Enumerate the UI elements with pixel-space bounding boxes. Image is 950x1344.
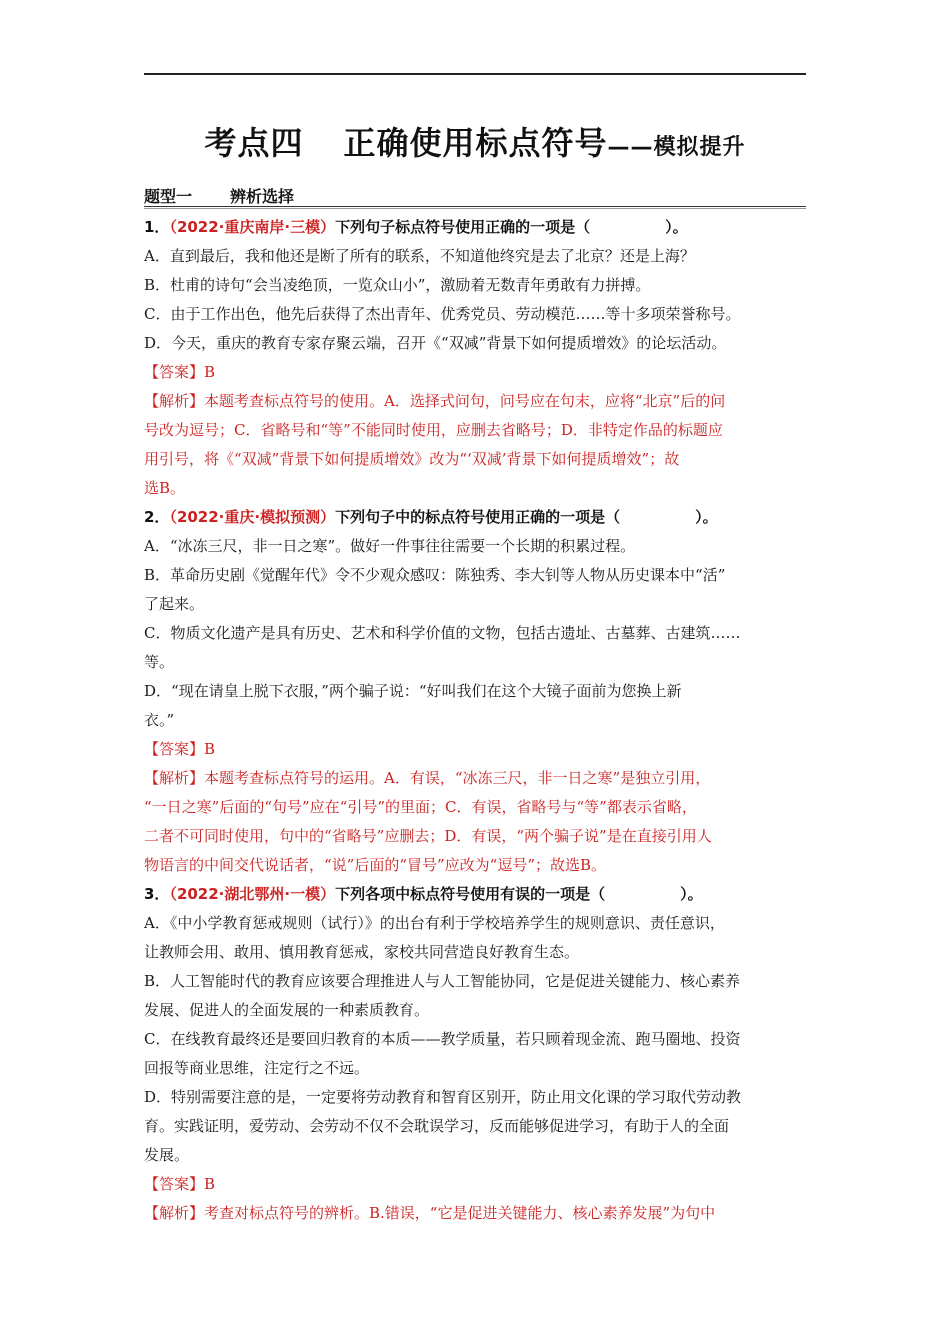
title-topic-name: 正确使用标点符号 (343, 124, 608, 162)
question-2-option-b-cont: 了起来。 (144, 595, 205, 613)
answer-tag: 【答案】 (144, 740, 205, 758)
analysis-tag: 【解析】 (144, 769, 205, 787)
question-3-option-b-cont: 发展、促进人的全面发展的一种素质教育。 (144, 1001, 430, 1019)
question-2-option-b: B．革命历史剧《觉醒年代》令不少观众感叹：陈独秀、李大钊等人物从历史课本中“活” (144, 566, 726, 584)
question-3-analysis-line (144, 1199, 808, 1228)
question-3-option-b: B．人工智能时代的教育应该要合理推进人与人工智能协同，它是促进关键能力、核心素养 (144, 972, 741, 990)
question-3-stem (144, 880, 808, 909)
section-label: 题型一 (144, 187, 193, 206)
question-3-option-c: C．在线教育最终还是要回归教育的本质——教学质量，若只顾着现金流、跑马圈地、投资 (144, 1030, 741, 1048)
question-3-option-a: A．《中小学教育惩戒规则（试行）》的出台有利于学校培养学生的规则意识、责任意识， (144, 914, 725, 932)
question-source: （2022·湖北鄂州·一模） (169, 885, 336, 903)
question-text: 下列各项中标点符号使用有误的一项是（ ）。 (335, 885, 703, 903)
question-3-option-c-cont: 回报等商业思维，注定行之不远。 (144, 1059, 370, 1077)
section-name: 辨析选择 (230, 187, 295, 206)
answer-tag: 【答案】 (144, 1175, 205, 1193)
question-2-option-c: C．物质文化遗产是具有历史、艺术和科学价值的文物，包括古遗址、古墓葬、古建筑…… (144, 624, 741, 642)
question-number: 1． (144, 218, 170, 236)
header-rule (144, 73, 806, 75)
question-2-answer (144, 735, 808, 764)
section-rule (144, 206, 806, 207)
question-2-analysis-line: 物语言的中间交代说话者，“说”后面的“冒号”应改为“逗号”；故选B。 (144, 856, 607, 874)
answer-value: B (204, 363, 216, 381)
section-heading (144, 184, 806, 206)
analysis-text: 本题考查标点符号的运用。A．有误，“冰冻三尺，非一日之寒”是独立引用， (204, 769, 711, 787)
question-2-analysis-line: 二者不可同时使用，句中的“省略号”应删去；D．有误，“两个骗子说”是在直接引用人 (144, 827, 712, 845)
question-3-option-d: D．特别需要注意的是，一定要将劳动教育和智育区别开，防止用文化课的学习取代劳动教 (144, 1088, 742, 1106)
answer-value: B (204, 740, 216, 758)
question-1-analysis-line: 选B。 (144, 479, 186, 497)
question-3-option-d-cont: 育。实践证明，爱劳动、会劳动不仅不会耽误学习，反而能够促进学习，有助于人的全面 (144, 1117, 730, 1135)
analysis-tag: 【解析】 (144, 392, 205, 410)
question-2-option-d-cont: 衣。” (144, 711, 175, 729)
question-1-analysis-line: 用引号，将《“双减”背景下如何提质增效》改为“‘双减’背景下如何提质增效”；故 (144, 450, 680, 468)
question-1-option-d: D．今天，重庆的教育专家存聚云端，召开《“双减”背景下如何提质增效》的论坛活动。 (144, 334, 727, 352)
question-1-option-c: C．由于工作出色，他先后获得了杰出青年、优秀党员、劳动模范……等十多项荣誉称号。 (144, 305, 741, 323)
question-1-answer (144, 358, 808, 387)
answer-value: B (204, 1175, 216, 1193)
question-text: 下列句子标点符号使用正确的一项是（ ）。 (335, 218, 688, 236)
question-1-analysis-line (144, 387, 808, 416)
question-2-analysis-line: “一日之寒”后面的“句号”应在“引号”的里面；C．有误，省略号与“等”都表示省略， (144, 798, 697, 816)
title-topic-number: 考点四 (204, 124, 304, 162)
question-2-option-d: D．“现在请皇上脱下衣服，”两个骗子说：“好叫我们在这个大镜子面前为您换上新 (144, 682, 682, 700)
question-list (144, 213, 808, 1228)
question-number: 2． (144, 508, 170, 526)
page-title (144, 118, 806, 164)
question-3-answer (144, 1170, 808, 1199)
analysis-tag: 【解析】 (144, 1204, 205, 1222)
question-text: 下列句子中的标点符号使用正确的一项是（ ）。 (335, 508, 718, 526)
analysis-text: 本题考查标点符号的使用。A．选择式问句，问号应在句末，应将“北京”后的问 (204, 392, 726, 410)
question-source: （2022·重庆·模拟预测） (169, 508, 336, 526)
question-2-option-c-cont: 等。 (144, 653, 175, 671)
question-source: （2022·重庆南岸·三模） (169, 218, 336, 236)
question-number: 3． (144, 885, 170, 903)
question-3-option-d-cont: 发展。 (144, 1146, 190, 1164)
analysis-text: 考查对标点符号的辨析。B.错误，“它是促进关键能力、核心素养发展”为句中 (204, 1204, 716, 1222)
question-1-stem (144, 213, 808, 242)
question-1-option-a: A．直到最后，我和他还是断了所有的联系，不知道他终究是去了北京？还是上海？ (144, 247, 695, 265)
answer-tag: 【答案】 (144, 363, 205, 381)
question-1-option-b: B．杜甫的诗句“会当凌绝顶，一览众山小”，激励着无数青年勇敢有力拼搏。 (144, 276, 651, 294)
question-2-stem (144, 503, 808, 532)
question-1-analysis-line: 号改为逗号；C．省略号和“等”不能同时使用，应删去省略号；D．非特定作品的标题应 (144, 421, 723, 439)
title-subtitle: ——模拟提升 (607, 135, 746, 160)
question-3-option-a-cont: 让教师会用、敢用、慎用教育惩戒，家校共同营造良好教育生态。 (144, 943, 580, 961)
question-2-analysis-line (144, 764, 808, 793)
question-2-option-a: A．“冰冻三尺，非一日之寒”。做好一件事往往需要一个长期的积累过程。 (144, 537, 636, 555)
